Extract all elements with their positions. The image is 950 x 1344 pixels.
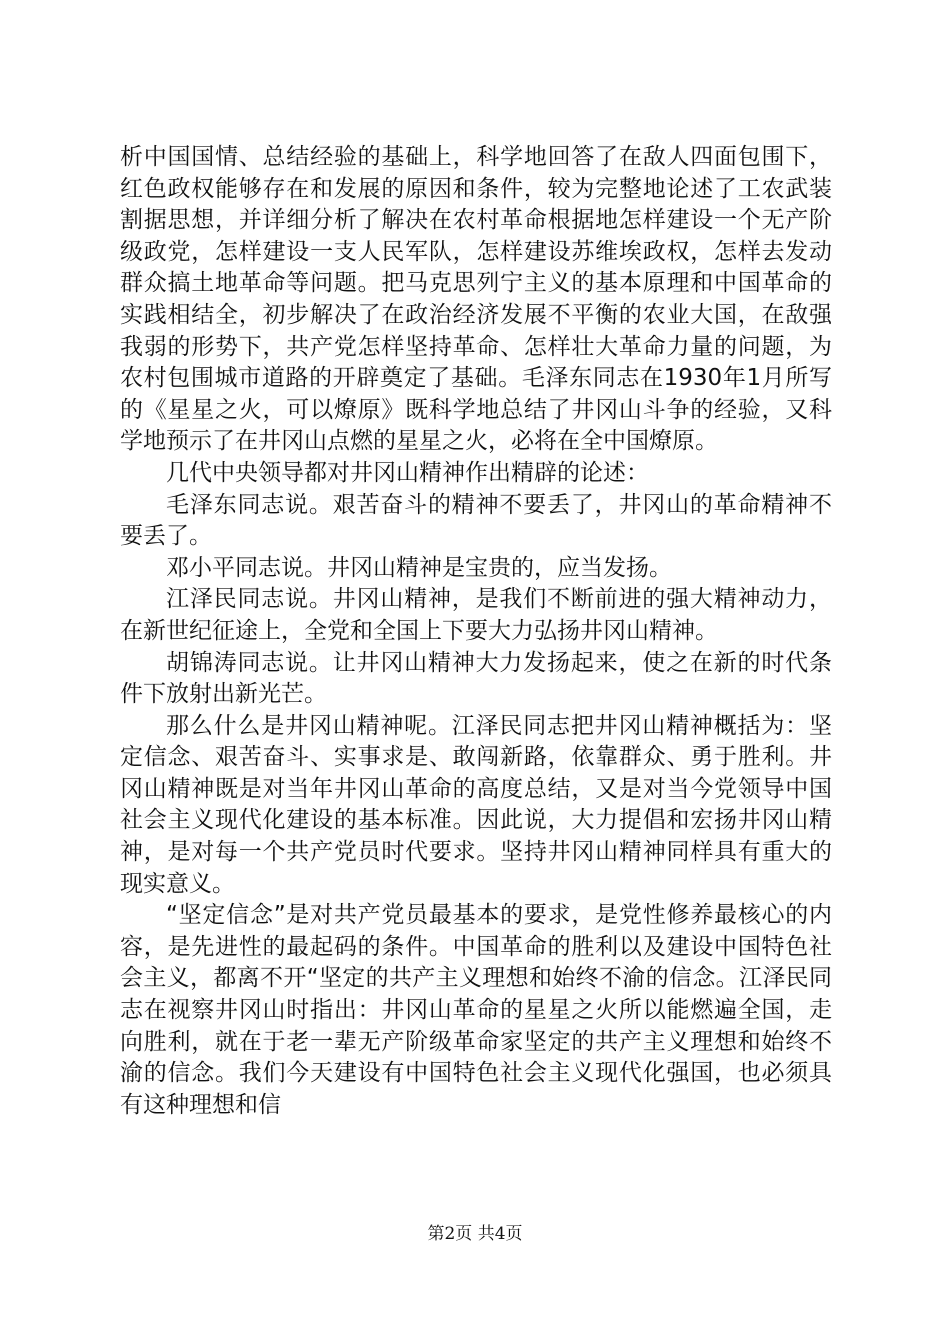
body-paragraph-continued: 析中国国情、总结经验的基础上，科学地回答了在敌人四面包围下，红色政权能够存在和发展的原因和条件，较为完整地论述了工农武装割据思想，并详细分析了解决在农村革命根据地怎样建设一个无产阶级政党，怎样建设一支人民军队，怎样建设苏维埃政权，怎样去发动群众搞土地革命等问题。把马克思列宁主义的基本原理和中国革命的实践相结全，初步解决了在政治经济发展不平衡的农业大国，在敌强我弱的形势下，共产党怎样坚持革命、怎样壮大革命力量的问题，为农村包围城市道路的开辟奠定了基础。毛泽东同志在1930年1月所写的《星星之火，可以燎原》既科学地总结了井冈山斗争的经验，又科学地预示了在井冈山点燃的星星之火，必将在全中国燎原。: [120, 144, 832, 455]
page-number-footer: 第2页 共4页: [427, 1224, 523, 1244]
body-paragraph: 那么什么是井冈山精神呢。江泽民同志把井冈山精神概括为：坚定信念、艰苦奋斗、实事求是、敢闯新路，依靠群众、勇于胜利。井冈山精神既是对当年井冈山革命的高度总结，又是对当今党领导中国社会主义现代化建设的基本标准。因此说，大力提倡和宏扬井冈山精神，是对每一个共产党员时代要求。坚持井冈山精神同样具有重大的现实意义。: [120, 712, 832, 897]
quote-paragraph-deng: 邓小平同志说。井冈山精神是宝贵的，应当发扬。: [166, 554, 672, 581]
document-body: [120, 142, 832, 1121]
quote-paragraph-mao: 毛泽东同志说。艰苦奋斗的精神不要丢了，井冈山的革命精神不要丢了。: [120, 491, 832, 550]
quote-paragraph-hu: 胡锦涛同志说。让井冈山精神大力发扬起来，使之在新的时代条件下放射出新光芒。: [120, 649, 832, 708]
quote-paragraph-jiang: 江泽民同志说。井冈山精神，是我们不断前进的强大精神动力，在新世纪征途上，全党和全国上下要大力弘扬井冈山精神。: [120, 586, 832, 644]
body-paragraph: 几代中央领导都对井冈山精神作出精辟的论述：: [166, 459, 649, 486]
body-paragraph: “坚定信念”是对共产党员最基本的要求，是党性修养最核心的内容，是先进性的最起码的条件。中国革命的胜利以及建设中国特色社会主义，都离不开“坚定的共产主义理想和始终不渝的信念。江泽民同志在视察井冈山时指出：井冈山革命的星星之火所以能燃遍全国，走向胜利，就在于老一辈无产阶级革命家坚定的共产主义理想和始终不渝的信念。我们今天建设有中国特色社会主义现代化强国，也必须具有这种理想和信: [120, 902, 832, 1118]
